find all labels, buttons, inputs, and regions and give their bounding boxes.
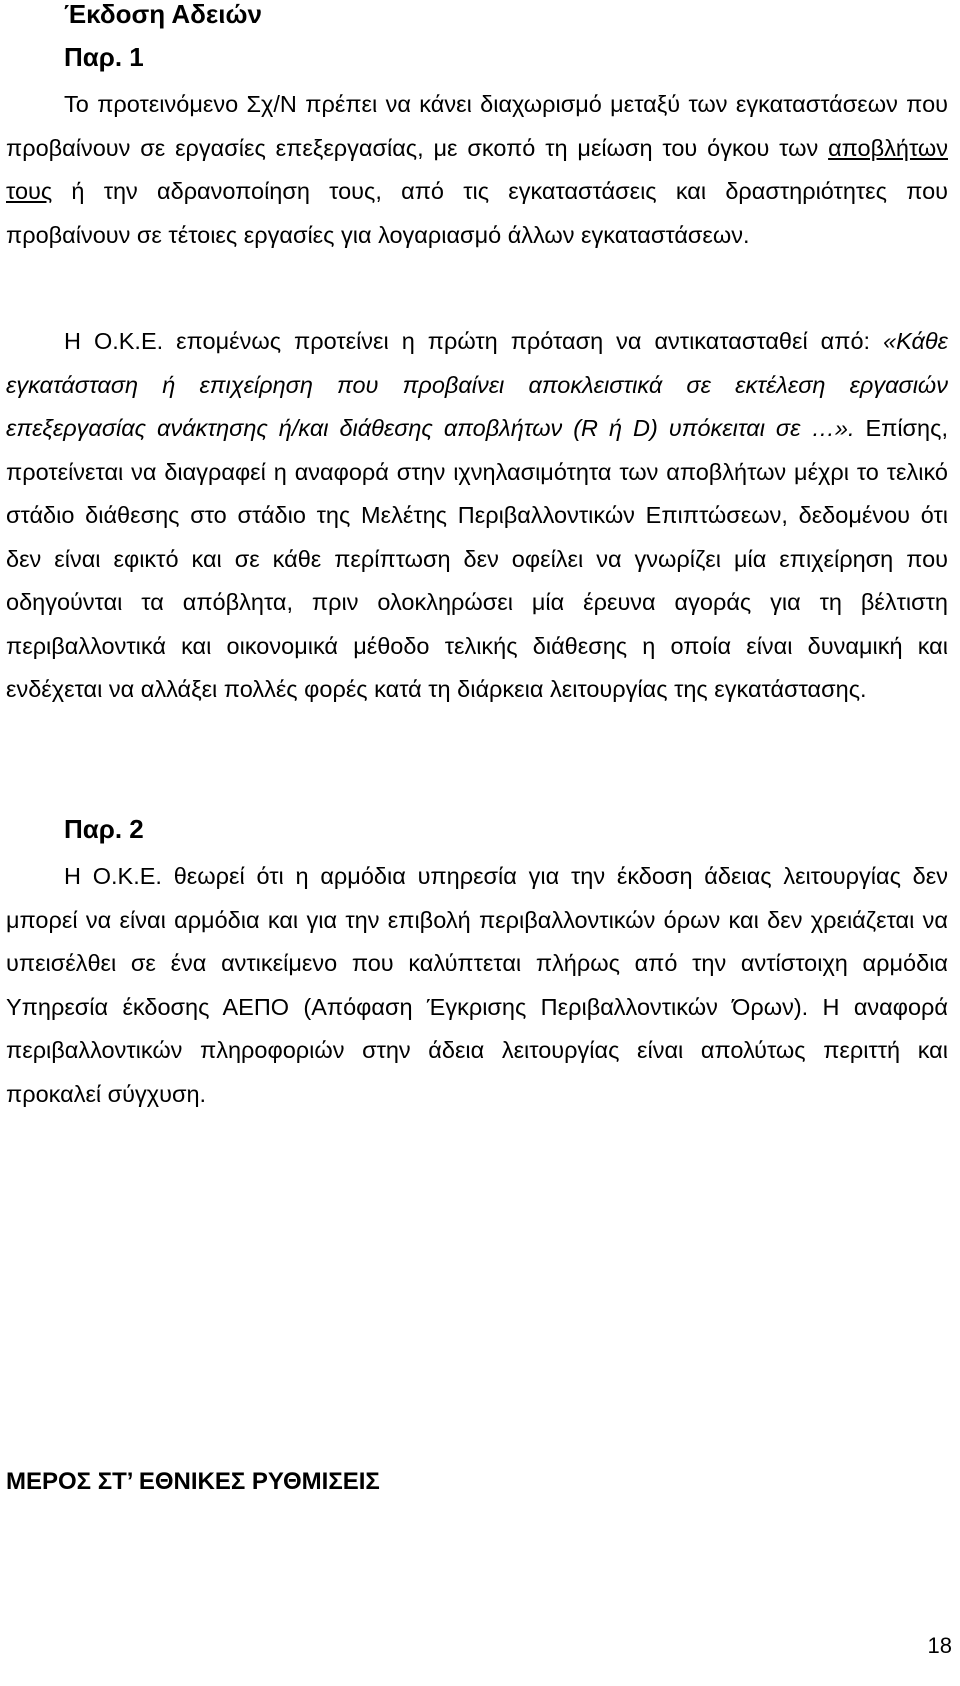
paragraph-1-label: Παρ. 1	[64, 42, 144, 72]
paragraph-1-underlined-text: αποβλήτων τους	[6, 134, 948, 204]
proposal-quoted-text: «Κάθε εγκατάσταση ή επιχείρηση που προβαίνει αποκλειστικά σε εκτέλεση εργασιών επεξεργασίας ανάκτησης ή/και διάθεσης αποβλήτων (R ή D) υπόκειται σε …».	[6, 328, 948, 441]
section-heading: Έκδοση Αδειών	[64, 0, 262, 29]
paragraph-1-body	[6, 83, 948, 257]
paragraph-1-text-b: ή την αδρανοποίηση τους, από τις εγκαταστάσεις και δραστηριότητες που προβαίνουν σε τέτοιες εργασίες για λογαριασμό άλλων εγκαταστάσεων.	[6, 178, 948, 248]
proposal-text-b: Επίσης, προτείνεται να διαγραφεί η αναφορά στην ιχνηλασιμότητα των αποβλήτων μέχρι το τελικό στάδιο διάθεσης στο στάδιο της Μελέτης Περιβαλλοντικών Επιπτώσεων, δεδομένου ότι δεν είναι εφικτό και σε κάθε περίπτωση δεν οφείλει να γνωρίζει μία επιχείρηση που οδηγούνται τα απόβλητα, πριν ολοκληρώσει μία έρευνα αγοράς για τη βέλτιστη περιβαλλοντικά και οικονομικά μέθοδο τελικής διάθεσης η οποία είναι δυναμική και ενδέχεται να αλλάξει πολλές φορές κατά τη διάρκεια λειτουργίας της εγκατάστασης.	[6, 415, 948, 702]
page-number: 18	[927, 1633, 952, 1658]
paragraph-2-label: Παρ. 2	[64, 814, 144, 844]
proposal-text-a: Η Ο.Κ.Ε. επομένως προτείνει η πρώτη πρόταση να αντικατασταθεί από:	[64, 328, 884, 354]
paragraph-1-proposal	[6, 320, 948, 712]
paragraph-1-text-a: Το προτεινόμενο Σχ/Ν πρέπει να κάνει διαχωρισμό μεταξύ των εγκαταστάσεων που προβαίνουν σε εργασίες επεξεργασίας, με σκοπό τη μείωση του όγκου των	[6, 91, 948, 161]
part-title: ΜΕΡΟΣ ΣΤ’ ΕΘΝΙΚΕΣ ΡΥΘΜΙΣΕΙΣ	[6, 1468, 380, 1495]
paragraph-2-body: Η Ο.Κ.Ε. θεωρεί ότι η αρμόδια υπηρεσία για την έκδοση άδειας λειτουργίας δεν μπορεί να είναι αρμόδια και για την επιβολή περιβαλλοντικών όρων και δεν χρειάζεται να υπεισέλθει σε ένα αντικείμενο που καλύπτεται πλήρως από την αντίστοιχη αρμόδια Υπηρεσία έκδοσης ΑΕΠΟ (Απόφαση Έγκρισης Περιβαλλοντικών Όρων). Η αναφορά περιβαλλοντικών πληροφοριών στην άδεια λειτουργίας είναι απολύτως περιττή και προκαλεί σύγχυση.	[6, 863, 948, 1107]
